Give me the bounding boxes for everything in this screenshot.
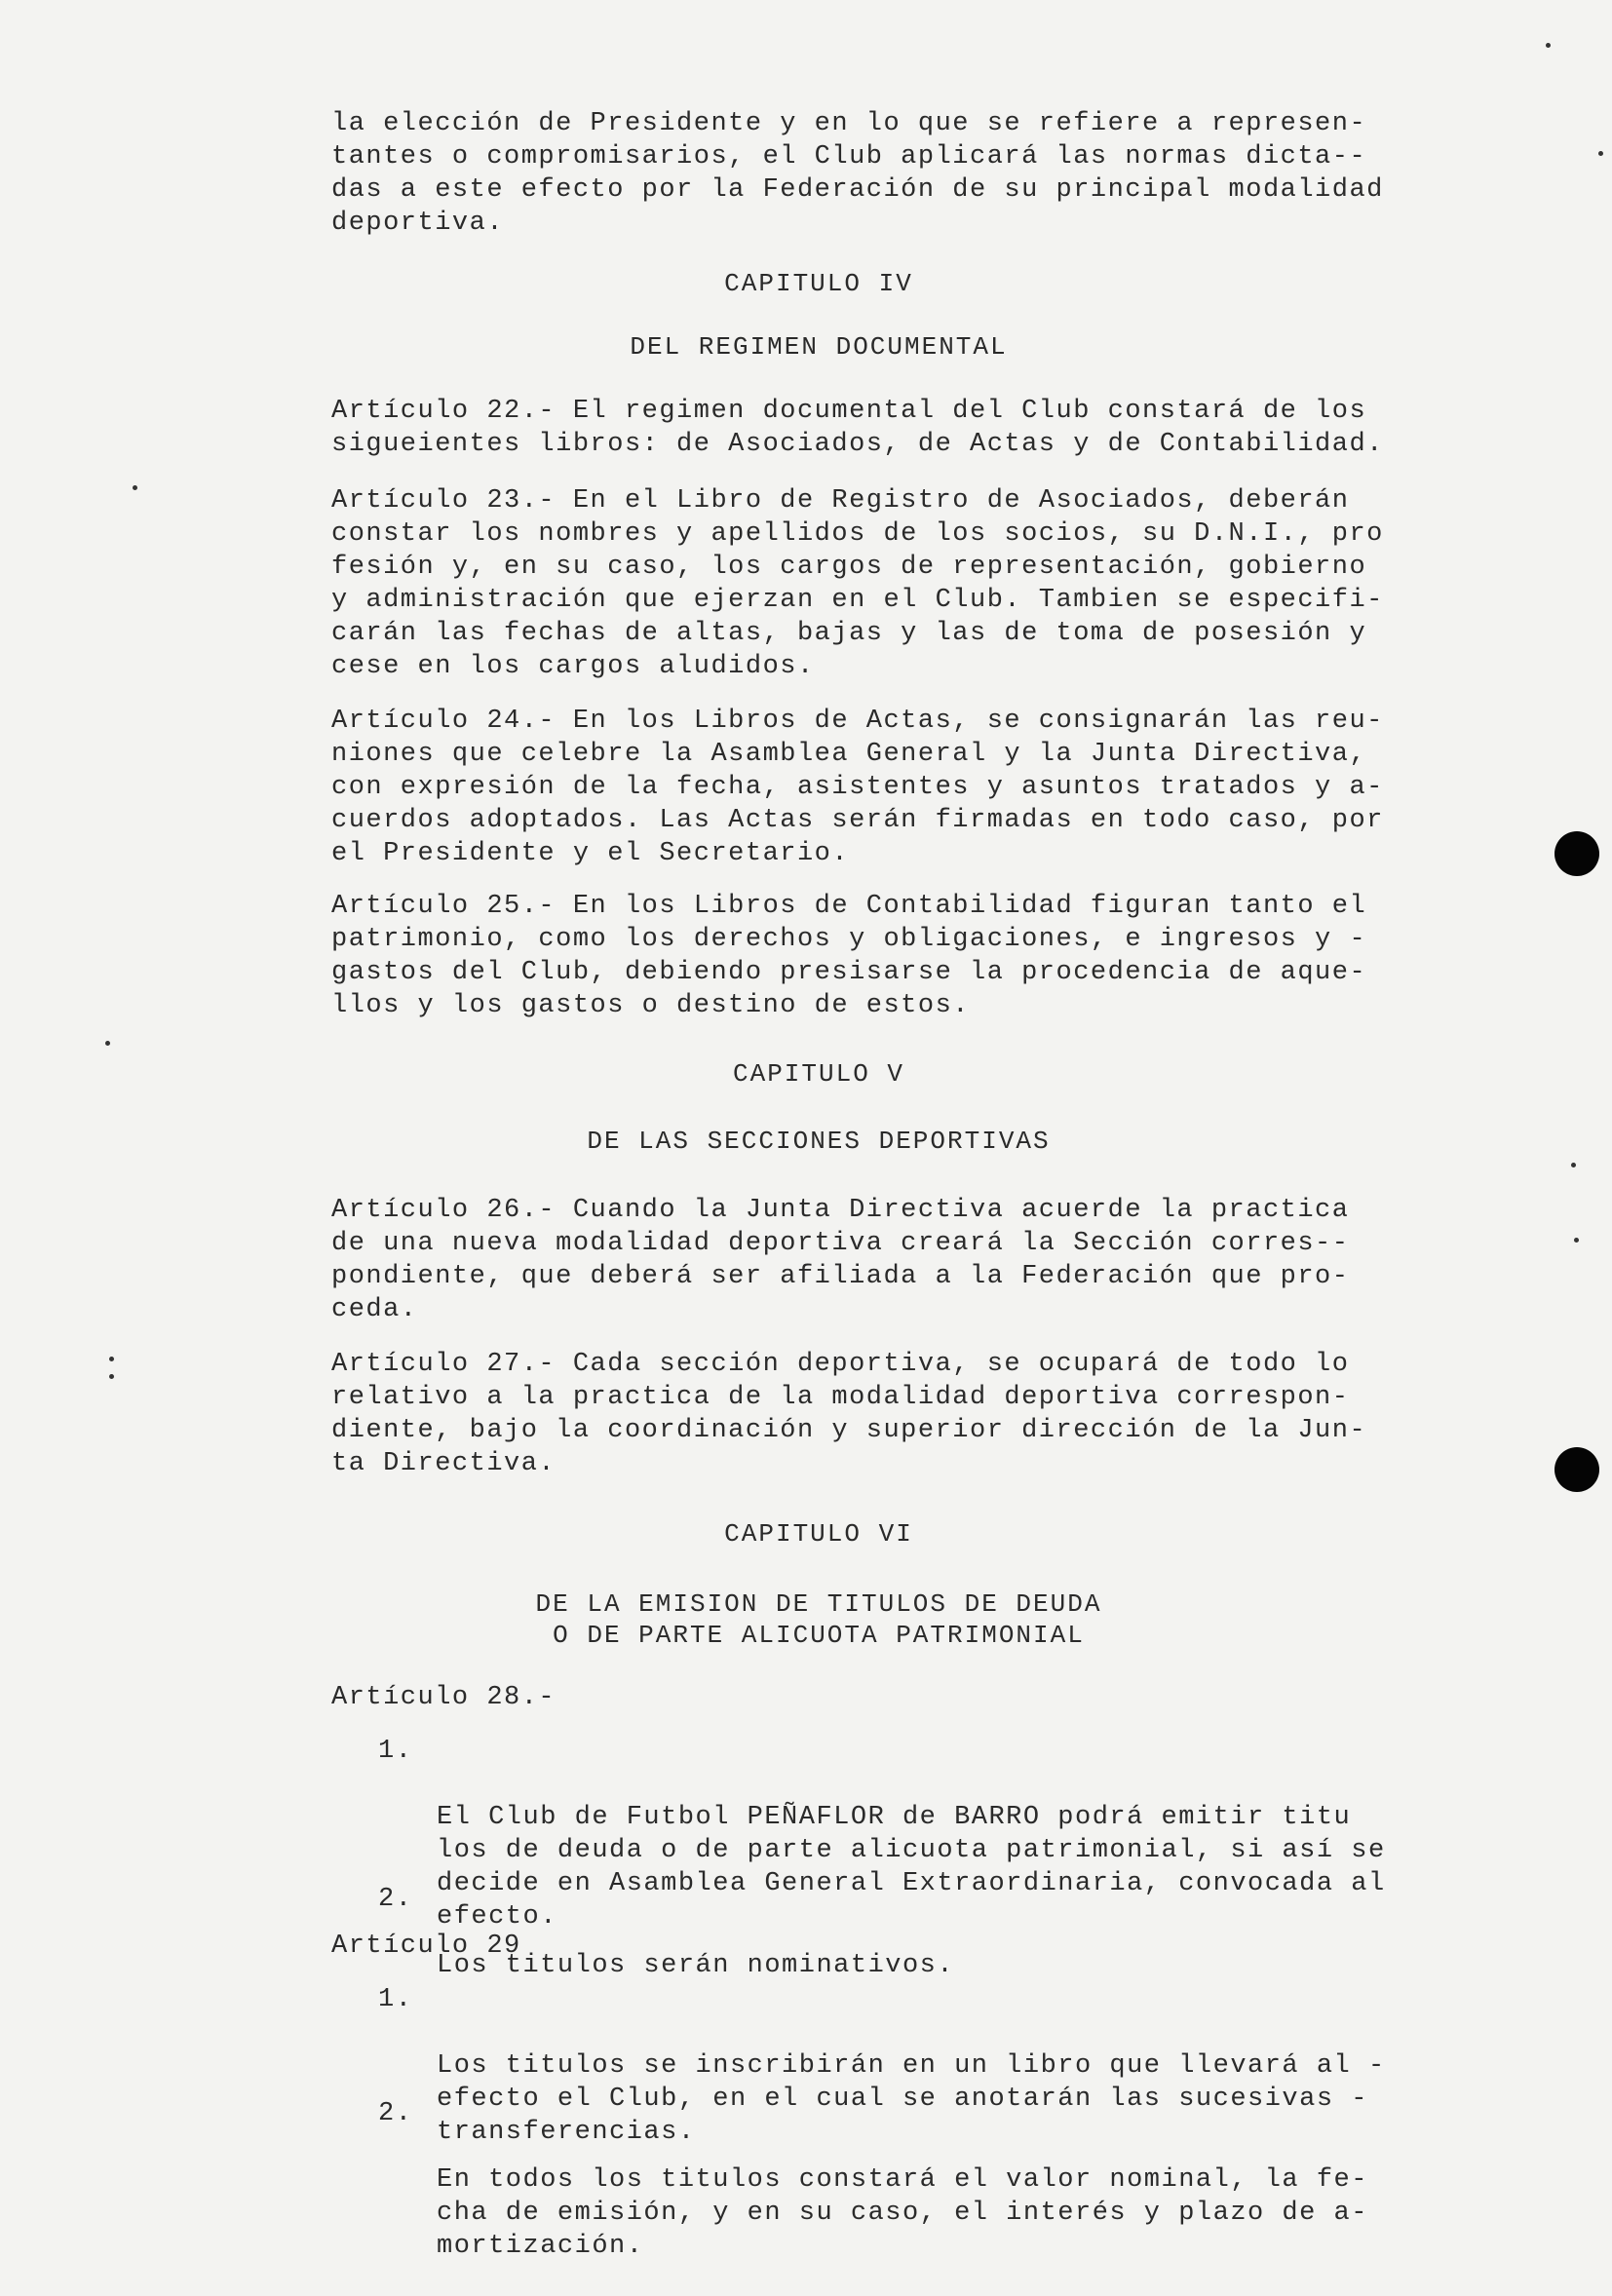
paper-speck — [1546, 43, 1551, 48]
item-number: 2. — [378, 2099, 413, 2128]
article-26: Artículo 26.- Cuando la Junta Directiva acuerde la practica de una nueva modalidad deportiva creará la Sección corres-- pondiente, que deberá ser afiliada a la Federación que pro- ceda. — [331, 1196, 1350, 1324]
chapter-6-title: CAPITULO VI — [724, 1519, 913, 1549]
punch-hole-bottom — [1554, 1447, 1599, 1492]
paper-speck — [1574, 1238, 1579, 1243]
chapter-5-subtitle: DE LAS SECCIONES DEPORTIVAS — [587, 1127, 1051, 1156]
article-29-title: Artículo 29 — [331, 1932, 521, 1961]
item-text: En todos los titulos constará el valor nominal, la fe- cha de emisión, y en su caso, el interés y plazo de a- mortización. — [437, 2165, 1368, 2261]
paper-speck — [109, 1357, 114, 1361]
item-number: 2. — [378, 1885, 413, 1914]
article-29-item-2 — [378, 2097, 1516, 2296]
paper-speck — [1598, 151, 1603, 156]
article-24: Artículo 24.- En los Libros de Actas, se consignarán las reu- niones que celebre la Asamblea General y la Junta Directiva, con expresión de la fecha, asistentes y asuntos tratados y a- cuerdos adoptados. Las Actas serán firmadas en todo caso, por el Presidente y el Secretario. — [331, 707, 1384, 868]
paper-speck — [133, 485, 137, 490]
intro-paragraph: la elección de Presidente y en lo que se refiere a represen- tantes o compromisarios, el Club aplicará las normas dicta-- das a este efecto por la Federación de su principal modalidad deportiva. — [331, 109, 1384, 238]
item-text: Los titulos serán nominativos. — [437, 1951, 955, 1980]
paper-speck — [105, 1041, 110, 1046]
item-number: 1. — [378, 1985, 413, 2014]
paper-speck — [1571, 1163, 1576, 1167]
chapter-4-subtitle: DEL REGIMEN DOCUMENTAL — [630, 332, 1008, 362]
article-22: Artículo 22.- El regimen documental del Club constará de los sigueientes libros: de Asociados, de Actas y de Contabilidad. — [331, 397, 1384, 459]
item-number: 1. — [378, 1737, 413, 1766]
punch-hole-top — [1554, 831, 1599, 876]
chapter-6-subtitle: DE LA EMISION DE TITULOS DE DEUDA O DE PARTE ALICUOTA PATRIMONIAL — [535, 1589, 1102, 1650]
item-text: El Club de Futbol PEÑAFLOR de BARRO podrá emitir titu los de deuda o de parte alicuota patrimonial, si así se decide en Asamblea General Extraordinaria, convocada al efecto. — [437, 1803, 1386, 1932]
article-28-title: Artículo 28.- — [331, 1683, 557, 1712]
item-text: Los titulos se inscribirán en un libro que llevará al - efecto el Club, en el cual se anotarán las sucesivas - transferencias. — [437, 2051, 1386, 2147]
article-23: Artículo 23.- En el Libro de Registro de Asociados, deberán constar los nombres y apellidos de los socios, su D.N.I., pro fesión y, en su caso, los cargos de representación, gobierno y administración que ejerzan en el Club. Tambien se especifi- carán las fechas de altas, bajas y las de toma de posesión y cese en los cargos aludidos. — [331, 486, 1384, 681]
article-25: Artículo 25.- En los Libros de Contabilidad figuran tanto el patrimonio, como los derechos y obligaciones, e ingresos y - gastos del Club, debiendo presisarse la procedencia de aque- llos y los gastos o destino de estos. — [331, 892, 1367, 1020]
article-27: Artículo 27.- Cada sección deportiva, se ocupará de todo lo relativo a la practica de la modalidad deportiva correspon- diente, bajo la coordinación y superior dirección de la Jun- ta Directiva. — [331, 1350, 1367, 1478]
chapter-5-title: CAPITULO V — [732, 1059, 905, 1089]
chapter-4-title: CAPITULO IV — [724, 269, 913, 298]
paper-speck — [109, 1374, 114, 1379]
